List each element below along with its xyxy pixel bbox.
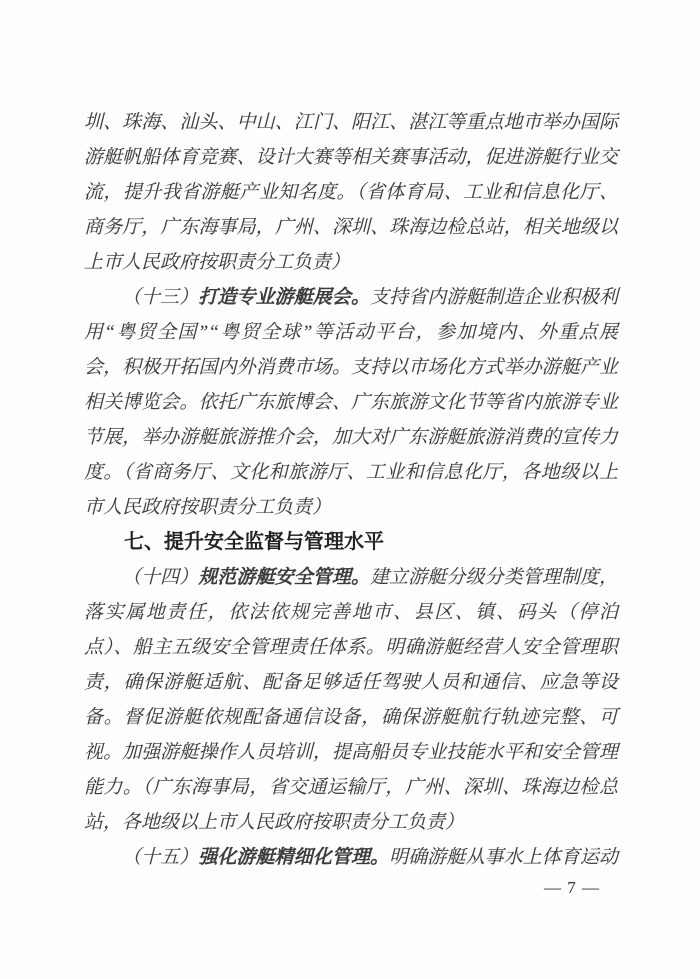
text-run: 备。督促游艇依规配备通信设备，确保游艇航行轨迹完整、可 xyxy=(84,707,618,728)
text-line xyxy=(84,490,618,525)
text-line xyxy=(84,595,618,630)
text-run: 会，积极开拓国内外消费市场。支持以市场化方式举办游艇产业 xyxy=(84,357,618,378)
text-run: 点）、船主五级安全管理责任体系。明确游艇经营人安全管理职 xyxy=(84,637,618,658)
paragraph-item-15 xyxy=(84,840,618,875)
text-line xyxy=(84,280,618,315)
section-heading-7: 七、提升安全监督与管理水平 xyxy=(124,531,384,553)
text-run: （十四） xyxy=(122,567,199,588)
text-run: 明确游艇从事水上体育运动 xyxy=(389,847,618,868)
text-run: 支持省内游艇制造企业积极利 xyxy=(370,287,618,308)
text-run: 站，各地级以上市人民政府按职责分工负责） xyxy=(84,812,465,833)
text-run: 节展，举办游艇旅游推介会，加大对广东游艇旅游消费的宣传力 xyxy=(84,427,618,448)
text-run: 能力。（广东海事局，省交通运输厅，广州、深圳、珠海边检总 xyxy=(84,777,618,798)
text-line xyxy=(84,210,618,245)
text-line xyxy=(84,245,618,280)
text-run: 市人民政府按职责分工负责） xyxy=(84,497,332,518)
text-line xyxy=(84,420,618,455)
page-number: — 7 — xyxy=(544,878,600,897)
text-run: 责，确保游艇适航、配备足够适任驾驶人员和通信、应急等设 xyxy=(84,672,618,693)
text-line xyxy=(84,700,618,735)
text-line xyxy=(84,840,618,875)
text-line xyxy=(84,105,618,140)
text-line xyxy=(84,630,618,665)
text-run: 用“粤贸全国”“粤贸全球”等活动平台，参加境内、外重点展 xyxy=(84,322,618,343)
document-body xyxy=(84,105,618,875)
paragraph-item-13 xyxy=(84,280,618,525)
text-line xyxy=(84,770,618,805)
text-line xyxy=(84,315,618,350)
text-run: 建立游艇分级分类管理制度， xyxy=(370,567,618,588)
text-run: 度。（省商务厅、文化和旅游厅、工业和信息化厅，各地级以上 xyxy=(84,462,618,483)
text-line xyxy=(84,665,618,700)
text-run: 落实属地责任，依法依规完善地市、县区、镇、码头（停泊 xyxy=(84,602,618,623)
text-run: 视。加强游艇操作人员培训，提高船员专业技能水平和安全管理 xyxy=(84,742,618,763)
text-run: （十三） xyxy=(122,287,199,308)
paragraph-continuation xyxy=(84,105,618,280)
text-line xyxy=(84,455,618,490)
text-line xyxy=(84,735,618,770)
text-line xyxy=(84,385,618,420)
text-line xyxy=(84,560,618,595)
text-line xyxy=(84,140,618,175)
text-run: 商务厅，广东海事局，广州、深圳、珠海边检总站，相关地级以 xyxy=(84,217,618,238)
paragraph-item-14 xyxy=(84,560,618,840)
text-run: 上市人民政府按职责分工负责） xyxy=(84,252,351,273)
text-run: 圳、珠海、汕头、中山、江门、阳江、湛江等重点地市举办国际 xyxy=(84,112,618,133)
text-run: 游艇帆船体育竞赛、设计大赛等相关赛事活动，促进游艇行业交 xyxy=(84,147,618,168)
text-line xyxy=(84,805,618,840)
item-title: 打造专业游艇展会。 xyxy=(198,287,371,308)
text-run: （十五） xyxy=(122,847,199,868)
text-line xyxy=(84,350,618,385)
item-title: 规范游艇安全管理。 xyxy=(198,567,371,588)
text-run: 相关博览会。依托广东旅博会、广东旅游文化节等省内旅游专业 xyxy=(84,392,618,413)
text-line xyxy=(84,175,618,210)
item-title: 强化游艇精细化管理。 xyxy=(198,847,390,868)
text-run: 流，提升我省游艇产业知名度。（省体育局、工业和信息化厅、 xyxy=(84,182,618,203)
